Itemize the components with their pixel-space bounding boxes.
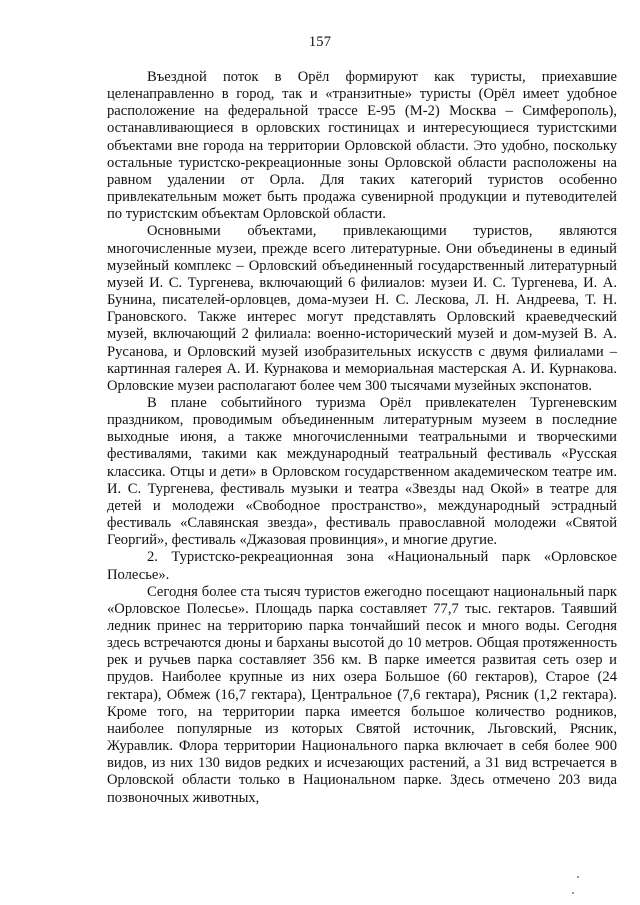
paragraph-national-park: Сегодня более ста тысяч туристов ежегодно посещают национальный парк «Орловское Полесье». Площадь парка составляет 77,7 тыс. гектаров. Таявший ледник принес на территорию парка тончайший песок и много воды. Сегодня здесь встречаются дюны и барханы высотой до 10 метров. Общая протяженность рек и ручьев парка составляет 356 км. В парке имеется развитая сеть озер и прудов. Наиболее крупные из них озера Большое (60 гектаров), Старое (24 гектара), Обмеж (16,7 гектара), Центральное (7,6 гектара), Рясник (1,2 гектара). Кроме того, на территории парка имеется большое количество родников, наиболее популярные из которых Святой источник, Льговский, Рясник, Журавлик. Флора территории Национального парка включает в себя более 900 видов, из них 130 видов редких и исчезающих растений, а 31 вид встречается в Орловской области только в Национальном парке. Здесь отмечено 203 вида позвоночных животных, bbox=[107, 583, 617, 806]
page-number: 157 bbox=[308, 34, 332, 50]
section-heading-national-park: 2. Туристско-рекреационная зона «Национальный парк «Орловское Полесье». bbox=[107, 549, 617, 583]
paragraph-entry-flow: Въездной поток в Орёл формируют как туристы, приехавшие целенаправленно в город, так и «транзитные» туристы (Орёл имеет удобное расположение на федеральной трассе Е-95 (М-2) Москва – Симферополь), останавливающиеся в орловских гостиницах и интересующиеся туристскими объектами вне города на территории Орловской области. Это удобно, поскольку остальные туристско-рекреационные зоны Орловской области расположены на равном удалении от Орла. Для таких категорий туристов особенно привлекательным может быть продажа сувенирной продукции и путеводителей по туристским объектам Орловской области. bbox=[107, 69, 617, 223]
paragraph-museums: Основными объектами, привлекающими туристов, являются многочисленные музеи, прежде всего литературные. Они объединены в единый музейный комплекс – Орловский объединенный государственный литературный музей И. С. Тургенева, включающий 6 филиалов: музеи И. С. Тургенева, И. А. Бунина, писателей-орловцев, дома-музеи Н. С. Лескова, Л. Н. Андреева, Т. Н. Грановского. Также интерес могут представлять Орловский краеведческий музей, включающий 2 филиала: военно-исторический музей и дом-музей В. А. Русанова, и Орловский музей изобразительных искусств с двумя филиалами – картинная галерея А. И. Курнакова и мемориальная мастерская А. И. Курнакова. Орловские музеи располагают более чем 300 тысячами музейных экспонатов. bbox=[107, 223, 617, 394]
scan-speck bbox=[572, 892, 574, 894]
scan-speck bbox=[577, 876, 579, 878]
page-text bbox=[107, 69, 617, 807]
paragraph-event-tourism: В плане событийного туризма Орёл привлекателен Тургеневским праздником, проводимым объединенным литературным музеем в последние выходные июня, а также многочисленными театральными и творческими фестивалями, такими как международный театральный фестиваль «Русская классика. Отцы и дети» в Орловском государственном академическом театре им. И. С. Тургенева, фестиваль музыки и театра «Звезды над Окой» в театре для детей и молодежи «Свободное пространство», международный эстрадный фестиваль «Славянская звезда», фестиваль православной молодежи «Святой Георгий», фестиваль «Джазовая провинция», и многие другие. bbox=[107, 394, 617, 549]
